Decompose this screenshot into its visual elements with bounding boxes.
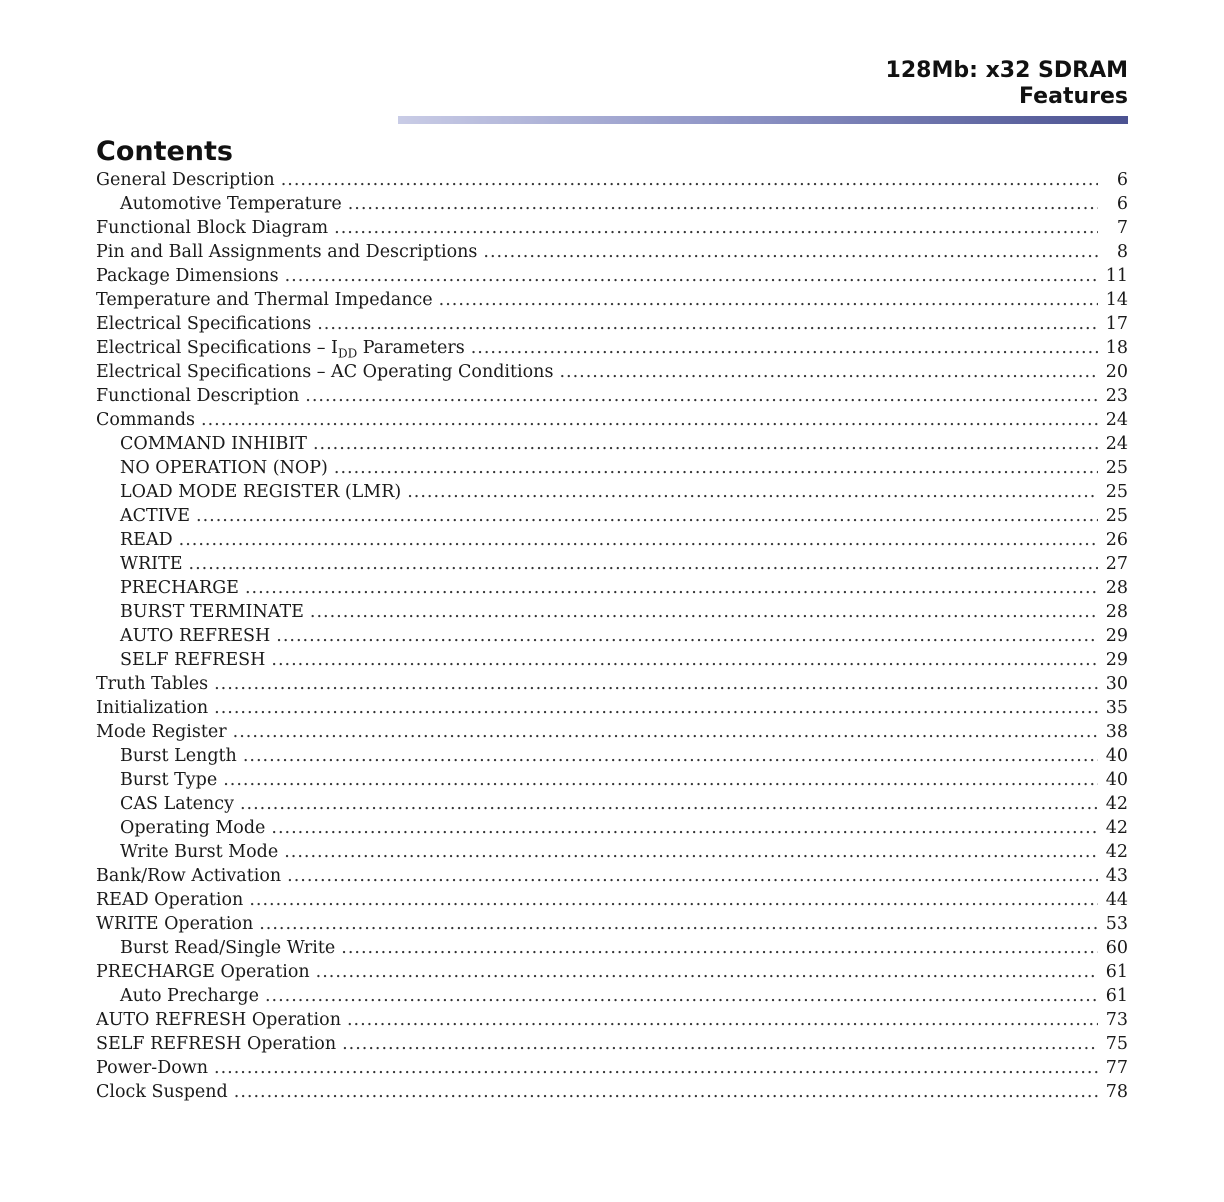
toc-entry-title: Mode Register	[96, 722, 227, 742]
toc-entry[interactable]	[96, 240, 1128, 264]
toc-dot-leader	[316, 960, 1098, 984]
toc-entry-title-subscript: DD	[337, 346, 358, 360]
toc-entry-page-number: 60	[1105, 938, 1128, 958]
toc-entry-title: Functional Description	[96, 386, 300, 406]
toc-dot-leader	[334, 456, 1098, 480]
toc-entry-title: Operating Mode	[120, 818, 266, 838]
toc-entry[interactable]	[96, 432, 1128, 456]
toc-entry-title: CAS Latency	[120, 794, 234, 814]
toc-entry-title: WRITE	[120, 554, 183, 574]
toc-entry-page-number: 53	[1105, 914, 1128, 934]
toc-dot-leader	[243, 744, 1098, 768]
toc-dot-leader	[271, 816, 1098, 840]
table-of-contents	[96, 168, 1128, 1104]
toc-entry[interactable]	[96, 744, 1128, 768]
toc-dot-leader	[310, 600, 1098, 624]
toc-entry[interactable]	[96, 312, 1128, 336]
toc-entry-page-number: 77	[1105, 1058, 1128, 1078]
toc-entry[interactable]	[96, 840, 1128, 864]
toc-entry-page-number: 6	[1116, 194, 1128, 214]
toc-entry[interactable]	[96, 888, 1128, 912]
toc-entry-page-number: 35	[1105, 698, 1128, 718]
toc-entry-page-number: 38	[1105, 722, 1128, 742]
toc-entry-page-number: 25	[1105, 506, 1128, 526]
toc-entry-title-prefix: Electrical Specifications – I	[96, 338, 338, 358]
toc-entry-page-number: 8	[1116, 242, 1128, 262]
toc-dot-leader	[471, 336, 1098, 360]
toc-dot-leader	[234, 1080, 1098, 1104]
toc-entry-title: Functional Block Diagram	[96, 218, 329, 238]
toc-dot-leader	[348, 192, 1098, 216]
toc-entry-page-number: 43	[1105, 866, 1128, 886]
toc-entry-title: AUTO REFRESH Operation	[96, 1010, 341, 1030]
toc-entry-title: COMMAND INHIBIT	[120, 434, 307, 454]
toc-entry-title: LOAD MODE REGISTER (LMR)	[120, 482, 402, 502]
toc-entry[interactable]	[96, 912, 1128, 936]
toc-entry[interactable]	[96, 504, 1128, 528]
toc-entry-page-number: 6	[1116, 170, 1128, 190]
toc-entry[interactable]	[96, 336, 1128, 360]
toc-entry[interactable]	[96, 936, 1128, 960]
toc-entry[interactable]	[96, 360, 1128, 384]
toc-entry[interactable]	[96, 168, 1128, 192]
toc-entry-title: Initialization	[96, 698, 209, 718]
toc-dot-leader	[559, 360, 1098, 384]
toc-entry-title: Auto Precharge	[120, 986, 259, 1006]
toc-entry-page-number: 11	[1105, 266, 1128, 286]
toc-entry-title: Clock Suspend	[96, 1082, 228, 1102]
toc-dot-leader	[281, 168, 1098, 192]
toc-entry-title: Temperature and Thermal Impedance	[96, 290, 433, 310]
toc-entry-page-number: 17	[1105, 314, 1128, 334]
toc-entry[interactable]	[96, 528, 1128, 552]
toc-dot-leader	[439, 288, 1098, 312]
toc-entry[interactable]	[96, 984, 1128, 1008]
toc-entry[interactable]	[96, 456, 1128, 480]
toc-entry-title: READ	[120, 530, 173, 550]
toc-entry-title: NO OPERATION (NOP)	[120, 458, 328, 478]
toc-entry-title: BURST TERMINATE	[120, 602, 304, 622]
header-product-title: 128Mb: x32 SDRAM	[885, 58, 1128, 83]
toc-entry-title: General Description	[96, 170, 275, 190]
header-gradient-bar	[398, 116, 1128, 124]
toc-entry[interactable]	[96, 720, 1128, 744]
document-header	[886, 58, 1128, 110]
toc-dot-leader	[214, 672, 1098, 696]
toc-entry-page-number: 40	[1105, 770, 1128, 790]
toc-entry[interactable]	[96, 216, 1128, 240]
toc-entry-page-number: 61	[1105, 962, 1128, 982]
toc-entry-page-number: 29	[1105, 650, 1128, 670]
toc-dot-leader	[259, 912, 1098, 936]
toc-entry-page-number: 25	[1105, 458, 1128, 478]
toc-dot-leader	[317, 312, 1098, 336]
toc-entry-title: WRITE Operation	[96, 914, 254, 934]
toc-entry-page-number: 44	[1105, 890, 1128, 910]
toc-entry[interactable]	[96, 1080, 1128, 1104]
toc-entry-page-number: 24	[1105, 434, 1128, 454]
toc-dot-leader	[214, 696, 1098, 720]
toc-entry-title: ACTIVE	[120, 506, 191, 526]
toc-entry[interactable]	[96, 1056, 1128, 1080]
toc-entry-title: Truth Tables	[96, 674, 209, 694]
toc-entry-page-number: 23	[1105, 386, 1128, 406]
toc-dot-leader	[276, 624, 1098, 648]
toc-dot-leader	[201, 408, 1098, 432]
toc-entry[interactable]	[96, 672, 1128, 696]
toc-entry[interactable]	[96, 1008, 1128, 1032]
toc-entry[interactable]	[96, 552, 1128, 576]
toc-entry-page-number: 42	[1105, 794, 1128, 814]
toc-entry-page-number: 78	[1105, 1082, 1128, 1102]
toc-dot-leader	[196, 504, 1098, 528]
toc-dot-leader	[287, 864, 1098, 888]
toc-entry-page-number: 26	[1105, 530, 1128, 550]
toc-entry[interactable]	[96, 816, 1128, 840]
toc-entry-title: PRECHARGE	[120, 578, 239, 598]
toc-dot-leader	[271, 648, 1098, 672]
toc-entry-page-number: 30	[1105, 674, 1128, 694]
toc-entry[interactable]	[96, 384, 1128, 408]
toc-entry-title	[96, 336, 471, 360]
toc-entry-page-number: 25	[1105, 482, 1128, 502]
toc-dot-leader	[223, 768, 1098, 792]
toc-entry[interactable]	[96, 864, 1128, 888]
toc-entry-title: Package Dimensions	[96, 266, 279, 286]
toc-entry[interactable]	[96, 264, 1128, 288]
toc-entry-page-number: 7	[1116, 218, 1128, 238]
toc-entry-title: Power-Down	[96, 1058, 209, 1078]
toc-entry-title: SELF REFRESH	[120, 650, 266, 670]
toc-entry[interactable]	[96, 192, 1128, 216]
toc-dot-leader	[240, 792, 1098, 816]
toc-entry-page-number: 14	[1105, 290, 1128, 310]
toc-entry-title: Write Burst Mode	[120, 842, 279, 862]
toc-dot-leader	[285, 264, 1098, 288]
toc-dot-leader	[249, 888, 1098, 912]
toc-entry-page-number: 73	[1105, 1010, 1128, 1030]
toc-entry-page-number: 40	[1105, 746, 1128, 766]
toc-entry-page-number: 28	[1105, 578, 1128, 598]
toc-dot-leader	[214, 1056, 1098, 1080]
toc-dot-leader	[347, 1008, 1098, 1032]
toc-entry[interactable]	[96, 600, 1128, 624]
toc-dot-leader	[341, 936, 1098, 960]
toc-entry[interactable]	[96, 480, 1128, 504]
toc-dot-leader	[342, 1032, 1098, 1056]
toc-entry[interactable]	[96, 648, 1128, 672]
toc-entry[interactable]	[96, 1032, 1128, 1056]
toc-entry-title: Pin and Ball Assignments and Descriptions	[96, 242, 478, 262]
toc-entry[interactable]	[96, 768, 1128, 792]
toc-entry-title: Electrical Specifications – AC Operating Conditions	[96, 362, 554, 382]
toc-entry-page-number: 18	[1105, 338, 1128, 358]
toc-entry[interactable]	[96, 792, 1128, 816]
toc-entry-title: Electrical Specifications	[96, 314, 312, 334]
toc-entry-title: Bank/Row Activation	[96, 866, 282, 886]
contents-heading: Contents	[96, 136, 234, 167]
toc-entry[interactable]	[96, 960, 1128, 984]
toc-dot-leader	[313, 432, 1098, 456]
toc-entry-page-number: 20	[1105, 362, 1128, 382]
toc-entry-title: SELF REFRESH Operation	[96, 1034, 337, 1054]
toc-dot-leader	[305, 384, 1098, 408]
toc-entry-page-number: 28	[1105, 602, 1128, 622]
toc-dot-leader	[284, 840, 1098, 864]
toc-dot-leader	[233, 720, 1098, 744]
toc-dot-leader	[334, 216, 1098, 240]
toc-entry-title: Burst Read/Single Write	[120, 938, 336, 958]
toc-entry-page-number: 42	[1105, 842, 1128, 862]
toc-entry-page-number: 29	[1105, 626, 1128, 646]
toc-entry[interactable]	[96, 288, 1128, 312]
toc-dot-leader	[179, 528, 1098, 552]
toc-dot-leader	[189, 552, 1098, 576]
toc-entry-title: Commands	[96, 410, 196, 430]
toc-dot-leader	[265, 984, 1098, 1008]
toc-dot-leader	[245, 576, 1098, 600]
toc-entry-title: AUTO REFRESH	[120, 626, 271, 646]
toc-entry-title: Burst Length	[120, 746, 237, 766]
toc-entry-page-number: 27	[1105, 554, 1128, 574]
toc-entry[interactable]	[96, 624, 1128, 648]
toc-entry-page-number: 24	[1105, 410, 1128, 430]
toc-entry[interactable]	[96, 576, 1128, 600]
toc-entry-title: PRECHARGE Operation	[96, 962, 310, 982]
toc-entry-page-number: 61	[1105, 986, 1128, 1006]
toc-entry-page-number: 42	[1105, 818, 1128, 838]
toc-entry[interactable]	[96, 696, 1128, 720]
header-section-title: Features	[1019, 84, 1128, 109]
toc-dot-leader	[483, 240, 1098, 264]
toc-dot-leader	[407, 480, 1098, 504]
toc-entry-page-number: 75	[1105, 1034, 1128, 1054]
toc-entry-title: Automotive Temperature	[120, 194, 342, 214]
toc-entry-title: Burst Type	[120, 770, 218, 790]
toc-entry-title-suffix: Parameters	[357, 338, 465, 358]
toc-entry-title: READ Operation	[96, 890, 244, 910]
toc-entry[interactable]	[96, 408, 1128, 432]
